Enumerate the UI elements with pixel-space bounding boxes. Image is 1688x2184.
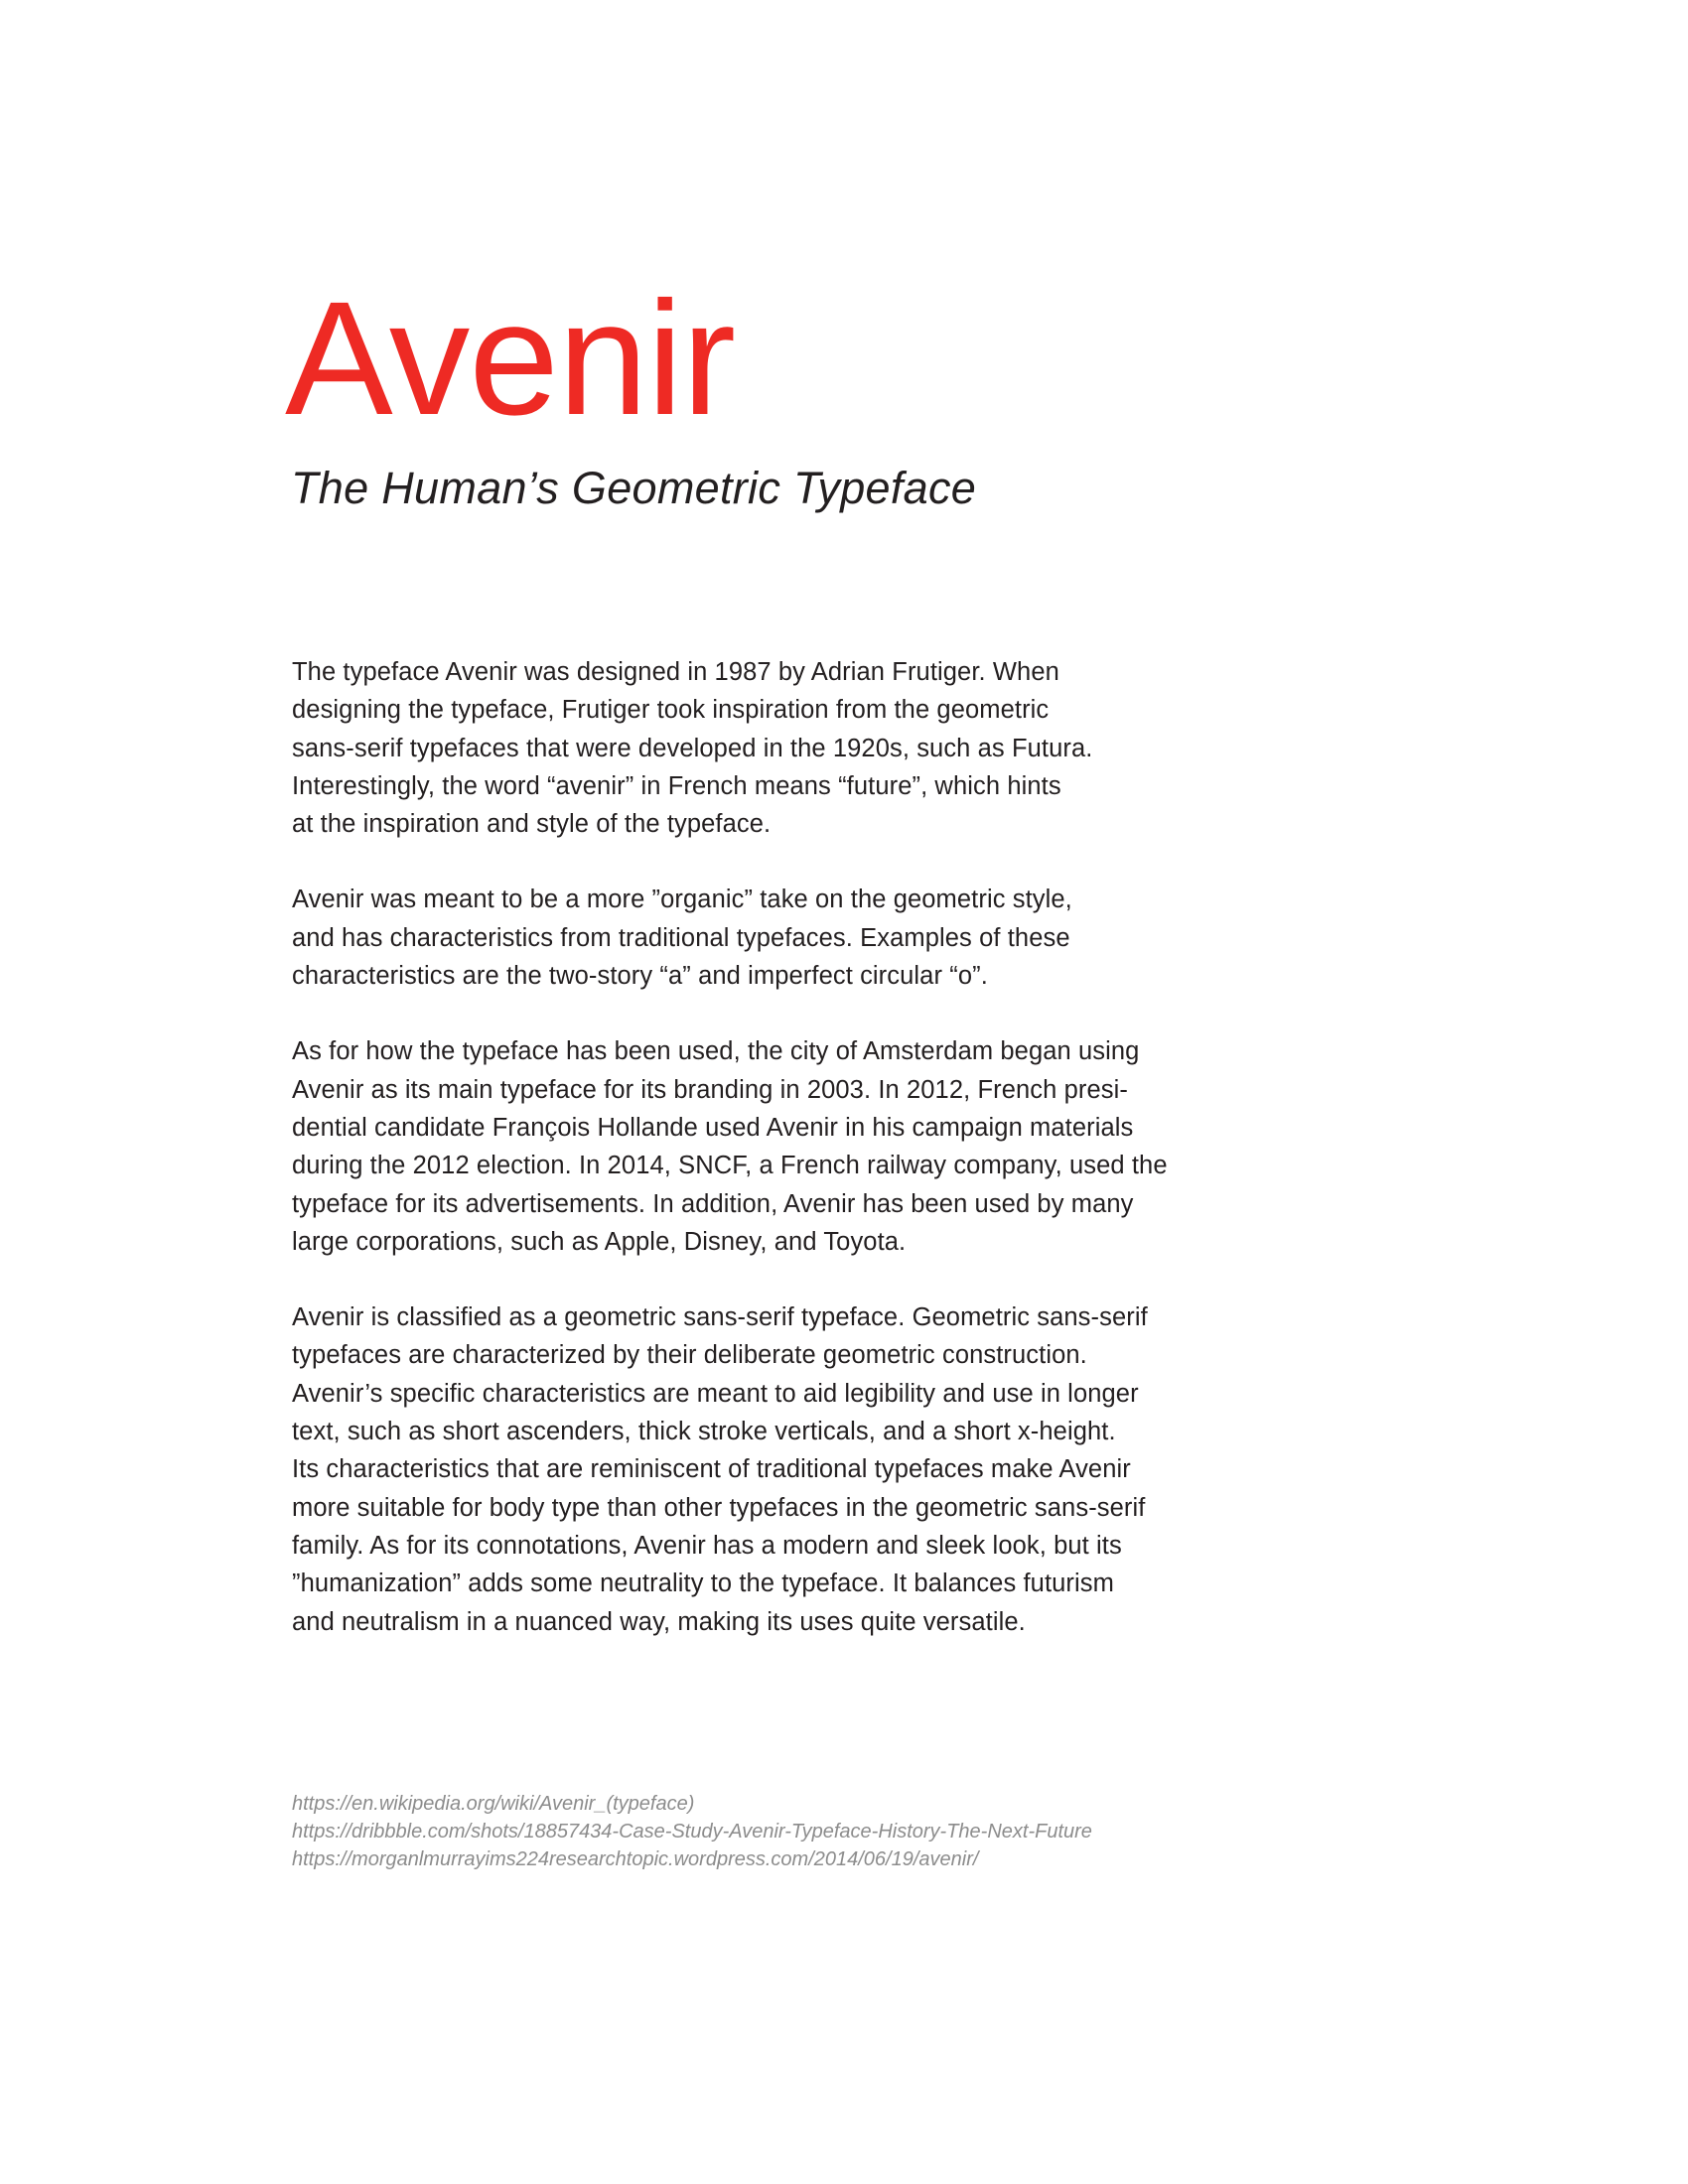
text-line: characteristics are the two-story “a” and imperfect circular “o”. — [292, 962, 988, 991]
text-line: designing the typeface, Frutiger took inspiration from the geometric — [292, 696, 1050, 725]
text-line: ”humanization” adds some neutrality to the typeface. It balances futurism — [292, 1570, 1114, 1598]
text-line: and has characteristics from traditional typefaces. Examples of these — [292, 923, 1070, 952]
body-text — [292, 653, 1285, 1679]
text-line: large corporations, such as Apple, Disney, and Toyota. — [292, 1227, 907, 1256]
text-line: sans-serif typefaces that were developed in the 1920s, such as Futura. — [292, 734, 1093, 762]
reference-link-wordpress[interactable]: https://morganlmurrayims224researchtopic.wordpress.com/2014/06/19/avenir/ — [292, 1848, 979, 1870]
text-line: typeface for its advertisements. In addition, Avenir has been used by many — [292, 1189, 1134, 1218]
text-line: during the 2012 election. In 2014, SNCF, a French railway company, used the — [292, 1152, 1168, 1180]
text-line: at the inspiration and style of the typeface. — [292, 810, 772, 839]
text-line: family. As for its connotations, Avenir has a modern and sleek look, but its — [292, 1531, 1122, 1560]
page-title: Avenir — [285, 267, 736, 449]
paragraph-history — [292, 653, 1285, 843]
references-list — [292, 1790, 1092, 1873]
paragraph-usage — [292, 1032, 1285, 1261]
reference-link-wikipedia[interactable]: https://en.wikipedia.org/wiki/Avenir_(typeface) — [292, 1793, 695, 1815]
text-line: and neutralism in a nuanced way, making its uses quite versatile. — [292, 1607, 1026, 1636]
text-line: As for how the typeface has been used, the city of Amsterdam began using — [292, 1037, 1140, 1066]
paragraph-classification — [292, 1298, 1285, 1641]
text-line: text, such as short ascenders, thick stroke verticals, and a short x-height. — [292, 1418, 1116, 1446]
text-line: Avenir is classified as a geometric sans-serif typeface. Geometric sans-serif — [292, 1303, 1148, 1332]
text-line: Avenir’s specific characteristics are meant to aid legibility and use in longer — [292, 1379, 1139, 1408]
text-line: dential candidate François Hollande used Avenir in his campaign materials — [292, 1113, 1134, 1142]
text-line: Interestingly, the word “avenir” in French means “future”, which hints — [292, 771, 1061, 800]
text-line: Avenir was meant to be a more ”organic” take on the geometric style, — [292, 886, 1072, 914]
reference-link-dribbble[interactable]: https://dribbble.com/shots/18857434-Case-Study-Avenir-Typeface-History-The-Next-Future — [292, 1821, 1092, 1843]
text-line: typefaces are characterized by their deliberate geometric construction. — [292, 1341, 1087, 1370]
text-line: Avenir as its main typeface for its branding in 2003. In 2012, French presi- — [292, 1075, 1128, 1104]
paragraph-organic-style — [292, 881, 1285, 995]
text-line: more suitable for body type than other typefaces in the geometric sans-serif — [292, 1493, 1146, 1522]
text-line: Its characteristics that are reminiscent of traditional typefaces make Avenir — [292, 1455, 1131, 1484]
text-line: The typeface Avenir was designed in 1987 by Adrian Frutiger. When — [292, 658, 1059, 686]
page-subtitle: The Human’s Geometric Typeface — [291, 463, 977, 513]
